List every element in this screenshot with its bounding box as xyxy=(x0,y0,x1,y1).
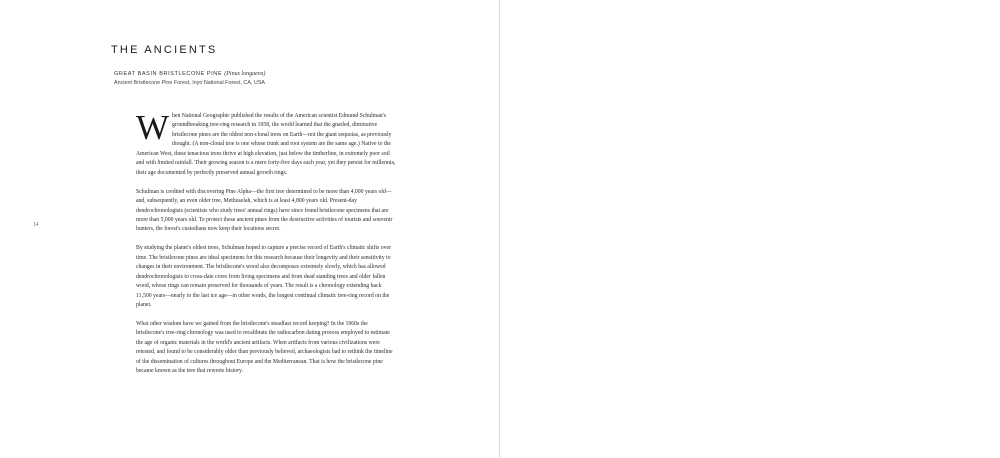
paragraph-2: Schulman is credited with discovering Pine Alpha—the first tree determined to be more than 4,000 years old—and, subsequently, an even older tree, Methuselah, which is at least 4,800 years old. Present-day dendrochronologists (scientists who study trees' annual rings) have since found bristlecone specimens that are more than 5,000 years old. To protect these ancient pines from the destructive activities of tourists and souvenir hunters, the forest's custodians now keep their locations secret. xyxy=(136,188,393,233)
species-latin-name: (Pinus longaeva) xyxy=(224,71,266,77)
paragraph-4: What other wisdom have we gained from the bristlecone's steadfast record keeping? In the 1960s the bristlecone's tree-ring chronology was used to recalibrate the radiocarbon dating process employed to estimate the age of organic materials in the world's ancient artifacts. When artifacts from various civilizations were retested, and found to be considerably older than previously believed, archaeologists had to rethink the timeline of the dissemination of cultures throughout Europe and the Mediterranean. That is how the bristlecone pine became known as the tree that rewrote history. xyxy=(136,320,393,375)
location-caption: Ancient Bristlecone Pine Forest, Inyo National Forest, CA, USA xyxy=(114,80,266,86)
body-text xyxy=(136,108,396,386)
species-name: GREAT BASIN BRISTLECONE PINE xyxy=(114,71,223,77)
paragraph-3: By studying the planet's oldest trees, Schulman hoped to capture a precise record of Earth's climatic shifts over time. The bristlecone pines are ideal specimens for this research because their longevity and their sensitivity to changes in their environment. The bristlecone's wood also decomposes extremely slowly, which has allowed dendrochronologists to cross-date cores from living specimens and from dead standing trees and older fallen wood, whose rings can remain preserved for thousands of years. The result is a chronology extending back 11,500 years—nearly to the last ice age—in other words, the longest continual climatic tree-ring record on the planet. xyxy=(136,245,391,309)
paragraph-1 xyxy=(136,108,396,178)
chapter-title: THE ANCIENTS xyxy=(111,44,218,56)
page-number: 14 xyxy=(33,222,39,228)
paragraph-1-text: hen National Geographic published the results of the American scientist Edmund Schulman's groundbreaking tree-ring research in 1958, the world learned that the gnarled, diminutive bristlecone pines are the oldest non-clonal trees on Earth—not the giant sequoias, as previously thought. (A non-clonal tree is one whose trunk and root system are the same age.) Native to the American West, these tenacious trees thrive at high elevation, just below the timberline, in extremely poor soil and with limited rainfall. Their growing season is a mere forty-five days each year, yet they persist for millennia, their age documented by perfectly preserved annual growth rings. xyxy=(136,113,396,176)
left-page xyxy=(0,0,499,458)
right-page xyxy=(500,0,1000,458)
species-caption xyxy=(114,71,265,77)
drop-cap: W xyxy=(136,108,170,147)
